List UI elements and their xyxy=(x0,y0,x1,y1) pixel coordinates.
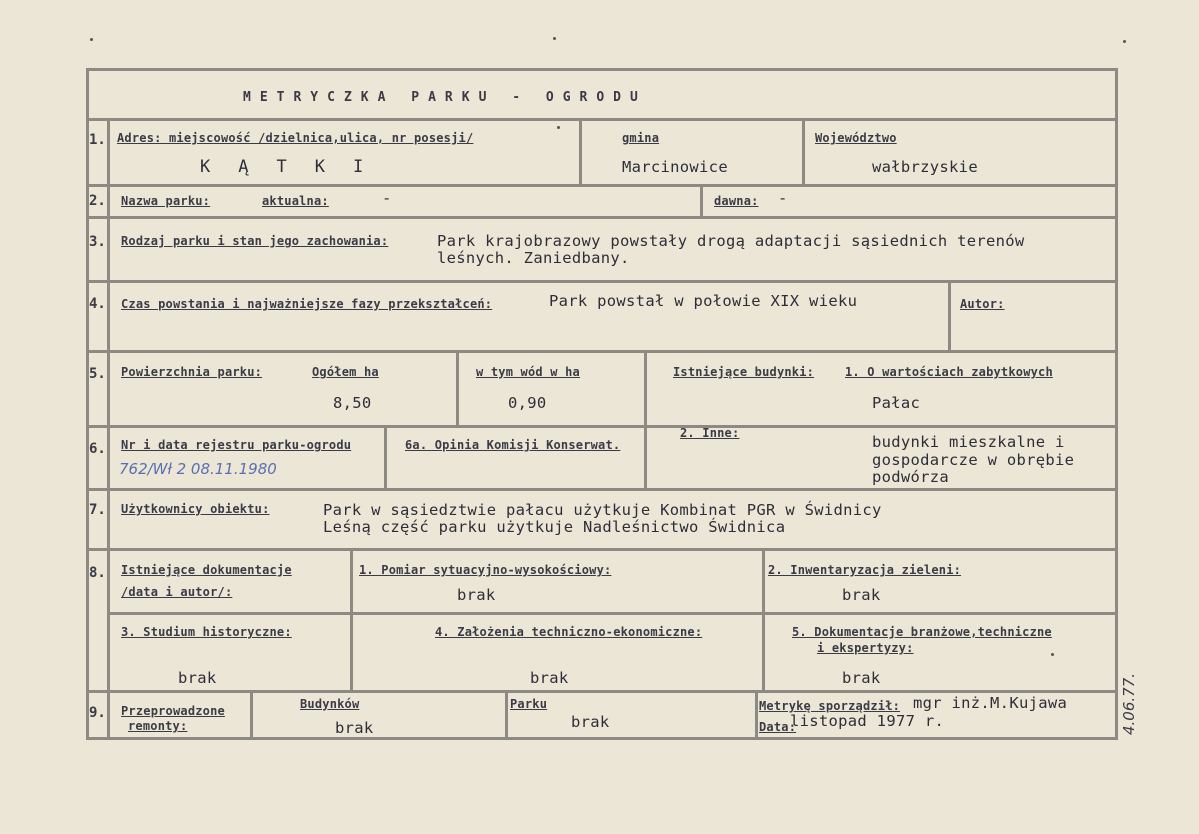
docs-label-line1: Istniejące dokumentacje xyxy=(121,563,292,577)
water-area-value: 0,90 xyxy=(508,394,547,412)
row-number: 6. xyxy=(89,441,106,457)
greenery-value: brak xyxy=(842,586,881,604)
register-label: Nr i data rejestru parku-ogrodu xyxy=(121,438,352,452)
rule xyxy=(762,548,765,690)
rule xyxy=(384,425,387,488)
row-number: 1. xyxy=(89,132,106,148)
branch-docs-label-line2: i ekspertyzy: xyxy=(817,641,914,655)
row-number: 8. xyxy=(89,565,106,581)
branch-docs-value: brak xyxy=(842,669,881,687)
address-value: KĄTKI xyxy=(200,157,392,177)
users-value-line1: Park w sąsiedztwie pałacu użytkuje Kombinat PGR w Świdnicy xyxy=(323,501,882,519)
rule xyxy=(802,118,805,184)
rule xyxy=(86,280,1118,283)
historic-buildings-label: 1. O wartościach zabytkowych xyxy=(845,365,1053,379)
rule xyxy=(86,118,1118,121)
area-label: Powierzchnia parku: xyxy=(121,365,263,379)
repairs-park-label: Parku xyxy=(510,697,548,711)
author-label: Autor: xyxy=(960,297,1005,311)
gmina-label: gmina xyxy=(622,131,660,145)
users-value-line2: Leśną część parku użytkuje Nadleśnictwo Świdnica xyxy=(323,518,786,536)
park-type-value-line2: leśnych. Zaniedbany. xyxy=(437,249,630,267)
greenery-label: 2. Inwentaryzacja zieleni: xyxy=(768,563,962,577)
users-label: Użytkownicy obiektu: xyxy=(121,502,270,516)
repairs-label-line2: remonty: xyxy=(128,719,188,733)
former-name-label: dawna: xyxy=(714,194,759,208)
rule xyxy=(350,548,353,690)
park-type-value-line1: Park krajobrazowy powstały drogą adaptacji sąsiednich terenów xyxy=(437,232,1025,250)
rule xyxy=(250,690,253,740)
ink-dot xyxy=(1051,653,1054,656)
survey-value: brak xyxy=(457,586,496,604)
current-name-value: - xyxy=(382,189,392,207)
form-title: METRYCZKA PARKU - OGRODU xyxy=(243,90,647,105)
row-number: 9. xyxy=(89,705,106,721)
total-area-label: Ogółem ha xyxy=(312,365,379,379)
repairs-park-value: brak xyxy=(571,713,610,731)
buildings-label: Istniejące budynki: xyxy=(673,365,815,379)
rule xyxy=(86,548,1118,551)
address-label: Adres: miejscowość /dzielnica,ulica, nr posesji/ xyxy=(117,131,474,145)
rule xyxy=(86,488,1118,491)
date-label: Data: xyxy=(759,720,797,734)
rule xyxy=(86,425,1118,428)
row-number: 7. xyxy=(89,502,106,518)
former-name-value: - xyxy=(778,189,788,207)
branch-docs-label-line1: 5. Dokumentacje branżowe,techniczne xyxy=(792,625,1052,639)
rule xyxy=(107,118,110,740)
historic-buildings-value: Pałac xyxy=(872,394,921,412)
study-label: 3. Studium historyczne: xyxy=(121,625,292,639)
rule xyxy=(86,184,1118,187)
author-label: Metrykę sporządził: xyxy=(759,699,901,713)
rule xyxy=(755,690,758,740)
voivodeship-value: wałbrzyskie xyxy=(872,158,978,176)
other-buildings-label: 2. Inne: xyxy=(680,426,740,440)
repairs-buildings-label: Budynków xyxy=(300,697,360,711)
opinion-label: 6a. Opinia Komisji Konserwat. xyxy=(405,438,621,452)
park-name-label: Nazwa parku: xyxy=(121,194,211,208)
rule xyxy=(86,690,1118,693)
other-buildings-line1: budynki mieszkalne i xyxy=(872,433,1065,451)
rule xyxy=(110,612,1118,615)
history-label: Czas powstania i najważniejsze fazy przekształceń: xyxy=(121,297,493,311)
register-value: 762/Wł 2 08.11.1980 xyxy=(119,460,277,478)
date-value: listopad 1977 r. xyxy=(790,712,945,730)
water-area-label: w tym wód w ha xyxy=(476,365,580,379)
docs-label-line2: /data i autor/: xyxy=(121,585,233,599)
repairs-buildings-value: brak xyxy=(335,719,374,737)
rule xyxy=(456,350,459,425)
study-value: brak xyxy=(178,669,217,687)
row-number: 2. xyxy=(89,193,106,209)
paper-speck xyxy=(90,38,93,41)
row-number: 3. xyxy=(89,234,106,250)
tech-assumptions-value: brak xyxy=(530,669,569,687)
rule xyxy=(644,350,647,488)
rule xyxy=(86,216,1118,219)
paper-speck xyxy=(553,37,556,40)
rule xyxy=(505,690,508,740)
other-buildings-line3: podwórza xyxy=(872,468,950,486)
repairs-label-line1: Przeprowadzone xyxy=(121,704,225,718)
voivodeship-label: Województwo xyxy=(815,131,897,145)
total-area-value: 8,50 xyxy=(333,394,372,412)
row-number: 5. xyxy=(89,366,106,382)
other-buildings-line2: gospodarcze w obrębie xyxy=(872,451,1075,469)
park-type-label: Rodzaj parku i stan jego zachowania: xyxy=(121,234,389,248)
tech-assumptions-label: 4. Założenia techniczno-ekonomiczne: xyxy=(435,625,703,639)
paper-speck xyxy=(1123,40,1126,43)
margin-date-note: 4.06.77. xyxy=(1120,672,1138,735)
rule xyxy=(86,350,1118,353)
current-name-label: aktualna: xyxy=(262,194,329,208)
rule xyxy=(948,280,951,350)
ink-dot xyxy=(557,126,560,129)
rule xyxy=(579,118,582,184)
survey-label: 1. Pomiar sytuacyjno-wysokościowy: xyxy=(359,563,612,577)
author-value: mgr inż.M.Kujawa xyxy=(913,694,1068,712)
rule xyxy=(700,184,703,216)
row-number: 4. xyxy=(89,296,106,312)
gmina-value: Marcinowice xyxy=(622,158,728,176)
history-value: Park powstał w połowie XIX wieku xyxy=(549,292,858,310)
